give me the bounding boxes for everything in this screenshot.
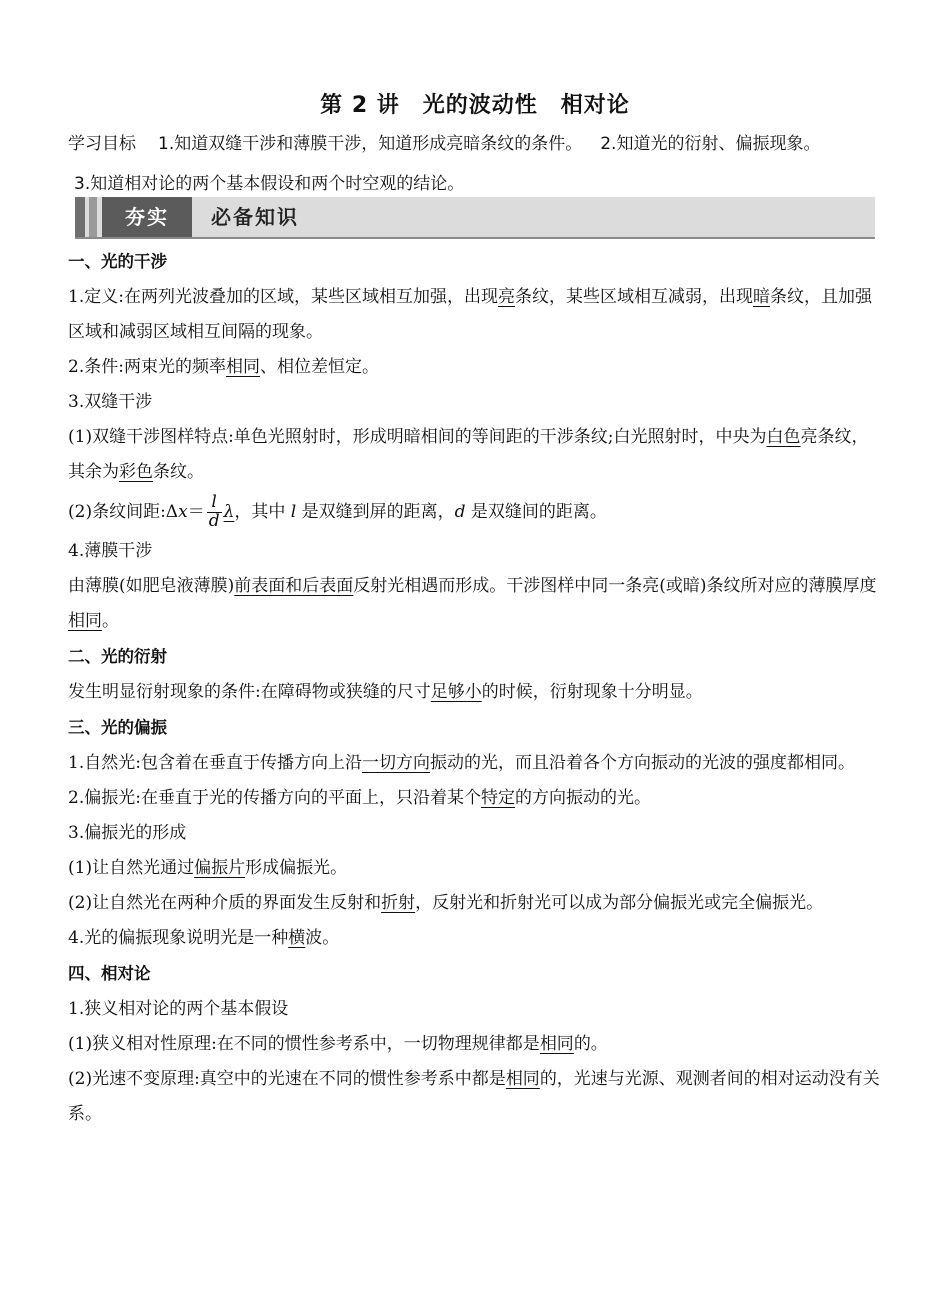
- paragraph: 由薄膜(如肥皂液薄膜)前表面和后表面反射光相遇而形成。干涉图样中同一条亮(或暗)条纹所对应的薄膜厚度相同。: [68, 576, 877, 631]
- section-banner: [75, 197, 875, 239]
- goal-1: 1.知道双缝干涉和薄膜干涉，知道形成亮暗条纹的条件。: [158, 134, 583, 154]
- paragraph: 发生明显衍射现象的条件:在障碍物或狭缝的尺寸足够小的时候，衍射现象十分明显。: [68, 682, 703, 702]
- paragraph: (1)双缝干涉图样特点:单色光照射时，形成明暗相间的等间距的干涉条纹;白光照射时，中央为白色亮条纹，其余为彩色条纹。: [68, 427, 869, 482]
- answer-blank: 折射: [381, 893, 416, 913]
- answer-blank: 相同: [505, 1069, 540, 1089]
- banner-stripe: [89, 197, 97, 237]
- section-heading: 二、光的衍射: [68, 647, 167, 666]
- fraction: $\frac{l}{d}$: [208, 492, 220, 531]
- paragraph: (2)光速不变原理:真空中的光速在不同的惯性参考系中都是相同的，光速与光源、观测者间的相对运动没有关系。: [68, 1069, 880, 1124]
- paragraph: (2)让自然光在两种介质的界面发生反射和折射，反射光和折射光可以成为部分偏振光或完全偏振光。: [68, 893, 824, 913]
- paragraph: 1.狭义相对论的两个基本假设: [68, 999, 289, 1019]
- answer-blank: 彩色: [119, 462, 153, 482]
- learning-goals: [68, 124, 898, 204]
- paragraph: 1.定义:在两列光波叠加的区域，某些区域相互加强，出现亮条纹，某些区域相互减弱，出现暗条纹，且加强区域和减弱区域相互间隔的现象。: [68, 287, 872, 342]
- section-heading: 一、光的干涉: [68, 252, 167, 271]
- answer-blank: 相同: [68, 611, 102, 631]
- main-content: [68, 244, 883, 1132]
- paragraph: 2.条件:两束光的频率相同、相位差恒定。: [68, 357, 379, 377]
- goal-3: 3.知道相对论的两个基本假设和两个时空观的结论。: [74, 174, 465, 194]
- answer-blank: 偏振片: [194, 858, 246, 878]
- paragraph: 2.偏振光:在垂直于光的传播方向的平面上，只沿着某个特定的方向振动的光。: [68, 788, 651, 808]
- goal-2: 2.知道光的衍射、偏振现象。: [600, 134, 821, 154]
- paragraph: 4.光的偏振现象说明光是一种横波。: [68, 928, 340, 948]
- paragraph: 4.薄膜干涉: [68, 541, 153, 561]
- answer-blank: 前表面和后表面: [234, 576, 354, 596]
- paragraph: 3.双缝干涉: [68, 392, 153, 412]
- answer-blank: 足够小: [430, 682, 482, 702]
- answer-blank: 一切方向: [361, 753, 430, 773]
- answer-blank: 特定: [480, 788, 515, 808]
- answer-blank: 亮: [497, 287, 515, 307]
- page-title: 第 2 讲 光的波动性 相对论: [320, 93, 630, 118]
- answer-blank: 横: [288, 928, 306, 948]
- answer-blank: 白色: [766, 427, 801, 447]
- answer-blank: 暗: [752, 287, 770, 307]
- paragraph: (1)让自然光通过偏振片形成偏振光。: [68, 858, 348, 878]
- paragraph: (1)狭义相对性原理:在不同的惯性参考系中，一切物理规律都是相同的。: [68, 1034, 608, 1054]
- paragraph: 1.自然光:包含着在垂直于传播方向上沿一切方向振动的光，而且沿着各个方向振动的光波的强度都相同。: [68, 753, 855, 773]
- answer-blank: λ: [223, 502, 235, 522]
- paragraph: 3.偏振光的形成: [68, 823, 187, 843]
- answer-blank: 相同: [225, 357, 260, 377]
- banner-stripe: [75, 197, 85, 237]
- formula-paragraph: (2)条纹间距:Δx＝ $\frac{l}{d}$ λ，其中 l 是双缝到屏的距离，d 是双缝间的距离。: [68, 492, 607, 531]
- section-heading: 四、相对论: [68, 964, 151, 983]
- banner-title: 必备知识: [211, 205, 299, 229]
- banner-box-label: 夯实: [102, 197, 192, 237]
- section-heading: 三、光的偏振: [68, 718, 167, 737]
- goals-label: 学习目标: [68, 134, 136, 154]
- answer-blank: 相同: [539, 1034, 574, 1054]
